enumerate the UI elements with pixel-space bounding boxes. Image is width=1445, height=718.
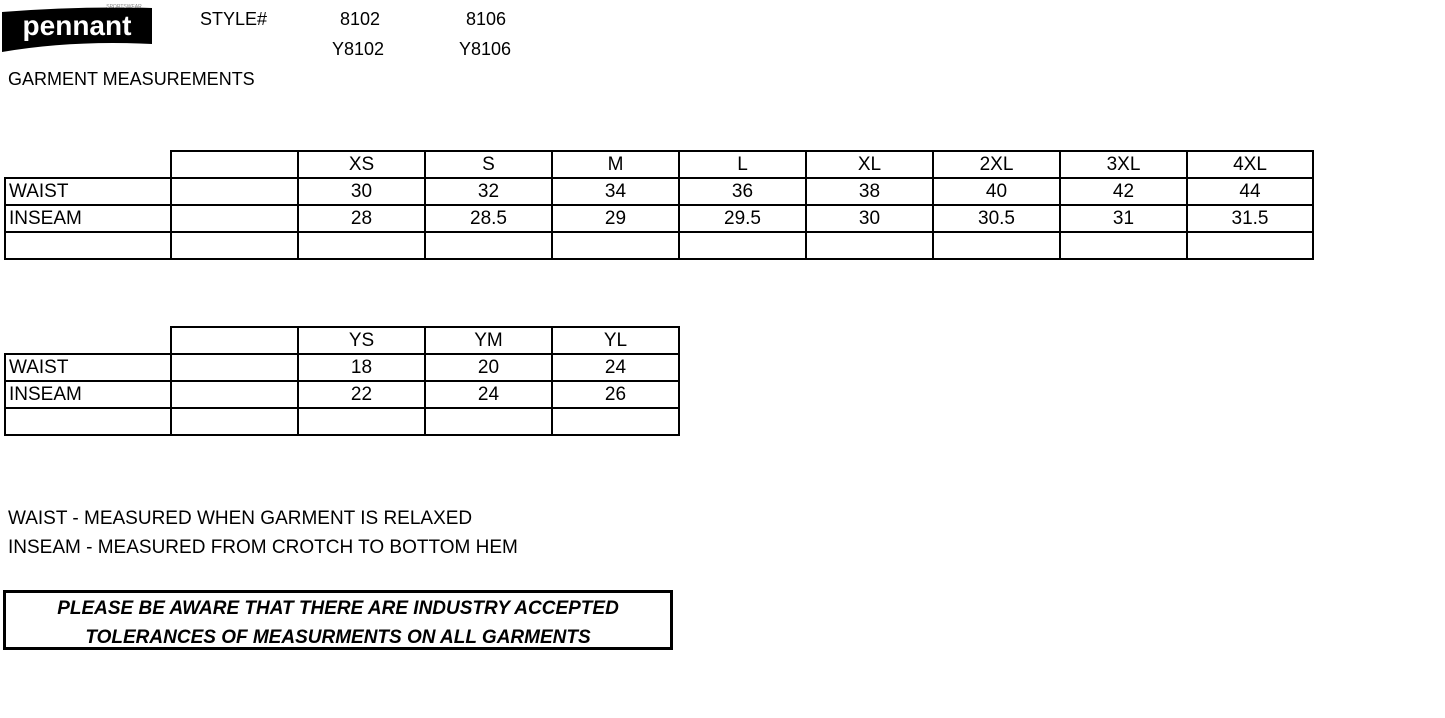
youth-measurement-table	[4, 326, 680, 436]
table-row-empty	[5, 408, 679, 435]
table-cell: 29	[552, 205, 679, 232]
empty-cell	[933, 232, 1060, 259]
row-label-inseam: INSEAM	[5, 381, 171, 408]
logo-tagline: SPORTSWEAR	[106, 4, 142, 10]
size-header: 4XL	[1187, 151, 1313, 178]
empty-cell	[171, 408, 298, 435]
table-row	[5, 354, 679, 381]
empty-cell	[171, 327, 298, 354]
empty-cell	[5, 151, 171, 178]
tolerance-line-2: TOLERANCES OF MEASURMENTS ON ALL GARMENTS	[85, 627, 591, 648]
style-code-8106: 8106	[466, 9, 507, 29]
table-cell: 26	[552, 381, 679, 408]
table-cell: 30	[298, 178, 425, 205]
table-cell: 24	[425, 381, 552, 408]
table-cell: 32	[425, 178, 552, 205]
table-cell: 28	[298, 205, 425, 232]
empty-cell	[5, 327, 171, 354]
size-header: M	[552, 151, 679, 178]
empty-cell	[806, 232, 933, 259]
empty-cell	[171, 178, 298, 205]
row-label-waist: WAIST	[5, 354, 171, 381]
size-header: L	[679, 151, 806, 178]
size-header: S	[425, 151, 552, 178]
empty-cell	[5, 232, 171, 259]
table-cell: 20	[425, 354, 552, 381]
size-header-row	[5, 327, 679, 354]
empty-cell	[298, 408, 425, 435]
table-row-empty	[5, 232, 1313, 259]
table-cell: 29.5	[679, 205, 806, 232]
empty-cell	[679, 232, 806, 259]
waist-note: WAIST - MEASURED WHEN GARMENT IS RELAXED	[8, 508, 473, 529]
style-label: STYLE#	[200, 9, 268, 29]
table-cell: 31	[1060, 205, 1187, 232]
style-code-8102: 8102	[340, 9, 381, 29]
logo-wordmark: pennant	[22, 10, 132, 41]
section-title: GARMENT MEASUREMENTS	[8, 69, 255, 89]
row-label-inseam: INSEAM	[5, 205, 171, 232]
size-header-row	[5, 151, 1313, 178]
empty-cell	[1187, 232, 1313, 259]
table-cell: 40	[933, 178, 1060, 205]
empty-cell	[425, 232, 552, 259]
table-cell: 24	[552, 354, 679, 381]
tolerance-notice	[3, 590, 673, 650]
table-cell: 31.5	[1187, 205, 1313, 232]
table-cell: 28.5	[425, 205, 552, 232]
empty-cell	[1060, 232, 1187, 259]
size-header: XL	[806, 151, 933, 178]
empty-cell	[171, 381, 298, 408]
row-label-waist: WAIST	[5, 178, 171, 205]
table-cell: 42	[1060, 178, 1187, 205]
table-row	[5, 381, 679, 408]
empty-cell	[298, 232, 425, 259]
empty-cell	[171, 232, 298, 259]
style-code-y8106: Y8106	[459, 39, 512, 59]
size-header: YM	[425, 327, 552, 354]
size-header: YL	[552, 327, 679, 354]
empty-cell	[552, 408, 679, 435]
table-cell: 44	[1187, 178, 1313, 205]
style-code-y8102: Y8102	[332, 39, 385, 59]
size-header: XS	[298, 151, 425, 178]
pennant-logo	[2, 4, 152, 56]
table-cell: 18	[298, 354, 425, 381]
empty-cell	[171, 205, 298, 232]
size-header: YS	[298, 327, 425, 354]
empty-cell	[171, 151, 298, 178]
table-cell: 22	[298, 381, 425, 408]
table-cell: 30.5	[933, 205, 1060, 232]
table-cell: 30	[806, 205, 933, 232]
size-header: 2XL	[933, 151, 1060, 178]
empty-cell	[552, 232, 679, 259]
table-cell: 36	[679, 178, 806, 205]
empty-cell	[425, 408, 552, 435]
adult-measurement-table	[4, 150, 1314, 260]
table-row	[5, 178, 1313, 205]
inseam-note: INSEAM - MEASURED FROM CROTCH TO BOTTOM HEM	[8, 537, 518, 558]
empty-cell	[5, 408, 171, 435]
size-header: 3XL	[1060, 151, 1187, 178]
empty-cell	[171, 354, 298, 381]
tolerance-line-1: PLEASE BE AWARE THAT THERE ARE INDUSTRY ACCEPTED	[57, 598, 619, 619]
table-row	[5, 205, 1313, 232]
table-cell: 34	[552, 178, 679, 205]
table-cell: 38	[806, 178, 933, 205]
